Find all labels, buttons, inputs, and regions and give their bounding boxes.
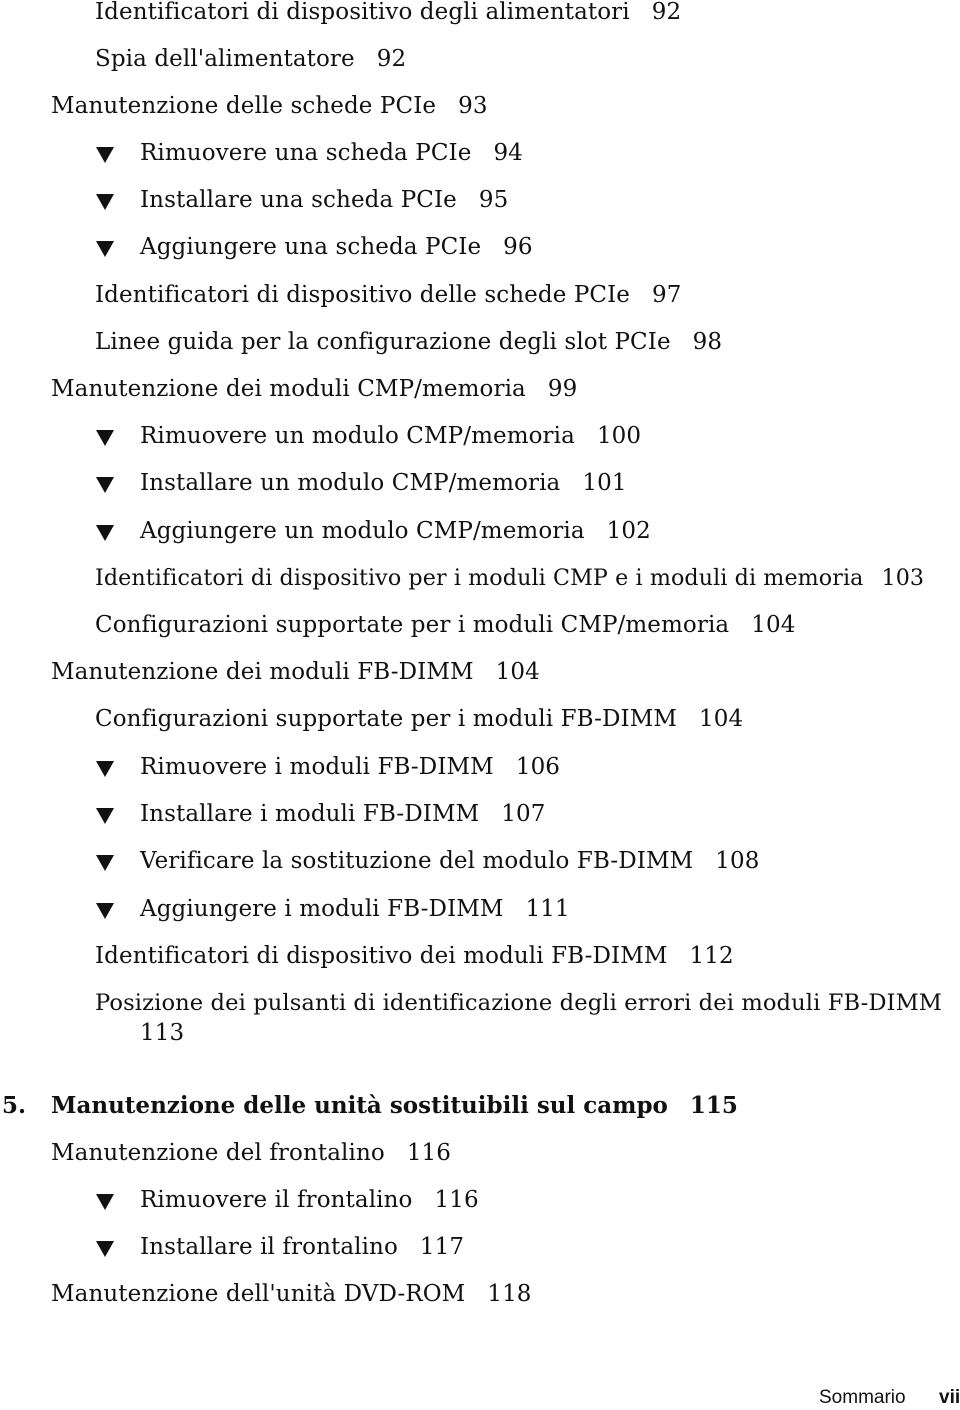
- triangle-bullet-icon: [96, 1194, 114, 1210]
- toc-chapter-entry[interactable]: [51, 1091, 738, 1121]
- toc-task-entry[interactable]: [140, 468, 627, 498]
- entry-page: 104: [699, 706, 744, 732]
- chapter-page: 115: [689, 1092, 738, 1119]
- toc-task-entry[interactable]: [140, 799, 545, 829]
- entry-title: Installare un modulo CMP/memoria: [140, 470, 561, 496]
- toc-task-entry[interactable]: [140, 138, 523, 168]
- toc-entry[interactable]: [95, 327, 722, 357]
- entry-title: Spia dell'alimentatore: [95, 46, 355, 72]
- toc-task-entry[interactable]: [140, 752, 560, 782]
- entry-page: 93: [458, 93, 488, 119]
- toc-entry-page-wrap[interactable]: [140, 1018, 184, 1048]
- entry-title: Posizione dei pulsanti di identificazione degli errori dei moduli FB-DIMM: [95, 990, 943, 1016]
- entry-page: 112: [689, 943, 734, 969]
- triangle-bullet-icon: [96, 194, 114, 210]
- entry-title: Manutenzione dei moduli FB-DIMM: [51, 659, 474, 685]
- triangle-bullet-icon: [96, 855, 114, 871]
- entry-page: 103: [881, 565, 925, 591]
- entry-page: 92: [376, 46, 407, 72]
- entry-page: 98: [692, 329, 723, 355]
- entry-page: 107: [501, 801, 546, 827]
- entry-page: 117: [419, 1234, 465, 1260]
- toc-task-entry[interactable]: [140, 232, 533, 262]
- triangle-bullet-icon: [96, 761, 114, 777]
- toc-section-entry[interactable]: [51, 374, 577, 404]
- entry-title: Aggiungere una scheda PCIe: [140, 234, 482, 260]
- entry-page: 118: [487, 1281, 532, 1307]
- entry-title: Configurazioni supportate per i moduli CMP/memoria: [95, 612, 730, 638]
- triangle-bullet-icon: [96, 525, 114, 541]
- toc-task-entry[interactable]: [140, 1185, 479, 1215]
- triangle-bullet-icon: [96, 241, 114, 257]
- entry-title: Installare i moduli FB-DIMM: [140, 801, 480, 827]
- entry-page: 102: [606, 518, 651, 544]
- triangle-bullet-icon: [96, 430, 114, 446]
- toc-task-entry[interactable]: [140, 894, 570, 924]
- toc-entry[interactable]: [95, 610, 795, 640]
- entry-title: Identificatori di dispositivo per i moduli CMP e i moduli di memoria: [95, 565, 864, 591]
- triangle-bullet-icon: [96, 477, 114, 493]
- entry-page: 106: [515, 754, 561, 780]
- entry-page: 116: [406, 1140, 452, 1166]
- toc-section-entry[interactable]: [51, 657, 540, 687]
- entry-title: Rimuovere una scheda PCIe: [140, 140, 472, 166]
- entry-title: Verificare la sostituzione del modulo FB-DIMM: [140, 848, 694, 874]
- entry-page: 100: [596, 423, 642, 449]
- chapter-number: 5.: [2, 1092, 27, 1119]
- entry-title: Configurazioni supportate per i moduli FB-DIMM: [95, 706, 678, 732]
- triangle-bullet-icon: [96, 1241, 114, 1257]
- entry-title: Installare una scheda PCIe: [140, 187, 457, 213]
- entry-title: Rimuovere il frontalino: [140, 1187, 413, 1213]
- entry-title: Manutenzione dei moduli CMP/memoria: [51, 376, 526, 402]
- entry-page: 111: [525, 896, 570, 922]
- entry-title: Aggiungere i moduli FB-DIMM: [140, 896, 504, 922]
- toc-section-entry[interactable]: [51, 91, 488, 121]
- toc-task-entry[interactable]: [140, 846, 759, 876]
- toc-entry[interactable]: [95, 44, 406, 74]
- triangle-bullet-icon: [96, 903, 114, 919]
- entry-title: Identificatori di dispositivo delle schede PCIe: [95, 282, 630, 308]
- entry-page: 99: [547, 376, 578, 402]
- toc-entry[interactable]: [95, 563, 924, 593]
- toc-task-entry[interactable]: [140, 516, 651, 546]
- entry-page: 95: [478, 187, 509, 213]
- entry-title: Manutenzione dell'unità DVD-ROM: [51, 1281, 466, 1307]
- entry-page: 104: [495, 659, 540, 685]
- entry-page: 97: [652, 282, 682, 308]
- entry-title: Rimuovere un modulo CMP/memoria: [140, 423, 575, 449]
- entry-page: 92: [651, 0, 682, 25]
- entry-page: 113: [140, 1020, 185, 1046]
- entry-page: 96: [503, 234, 533, 260]
- toc-task-entry[interactable]: [140, 1232, 464, 1262]
- toc-entry[interactable]: [95, 0, 681, 27]
- chapter-title: Manutenzione delle unità sostituibili sul campo: [51, 1092, 668, 1119]
- toc-task-entry[interactable]: [140, 421, 641, 451]
- footer-page-number: vii: [939, 1387, 960, 1408]
- entry-page: 104: [751, 612, 796, 638]
- entry-title: Installare il frontalino: [140, 1234, 398, 1260]
- toc-entry[interactable]: [95, 988, 942, 1018]
- entry-title: Linee guida per la configurazione degli slot PCIe: [95, 329, 671, 355]
- entry-page: 101: [582, 470, 627, 496]
- entry-page: 108: [715, 848, 760, 874]
- triangle-bullet-icon: [96, 147, 114, 163]
- entry-title: Manutenzione del frontalino: [51, 1140, 385, 1166]
- toc-entry[interactable]: [95, 941, 734, 971]
- toc-section-entry[interactable]: [51, 1138, 451, 1168]
- toc-entry[interactable]: [95, 280, 681, 310]
- toc-task-entry[interactable]: [140, 185, 508, 215]
- entry-title: Manutenzione delle schede PCIe: [51, 93, 437, 119]
- toc-entry[interactable]: [95, 704, 743, 734]
- entry-title: Aggiungere un modulo CMP/memoria: [140, 518, 585, 544]
- entry-page: 94: [493, 140, 523, 166]
- entry-page: 116: [434, 1187, 479, 1213]
- toc-section-entry[interactable]: [51, 1279, 532, 1309]
- entry-title: Rimuovere i moduli FB-DIMM: [140, 754, 494, 780]
- footer-section-name: Sommario: [819, 1387, 906, 1408]
- triangle-bullet-icon: [96, 808, 114, 824]
- entry-title: Identificatori di dispositivo degli alimentatori: [95, 0, 630, 25]
- entry-title: Identificatori di dispositivo dei moduli FB-DIMM: [95, 943, 668, 969]
